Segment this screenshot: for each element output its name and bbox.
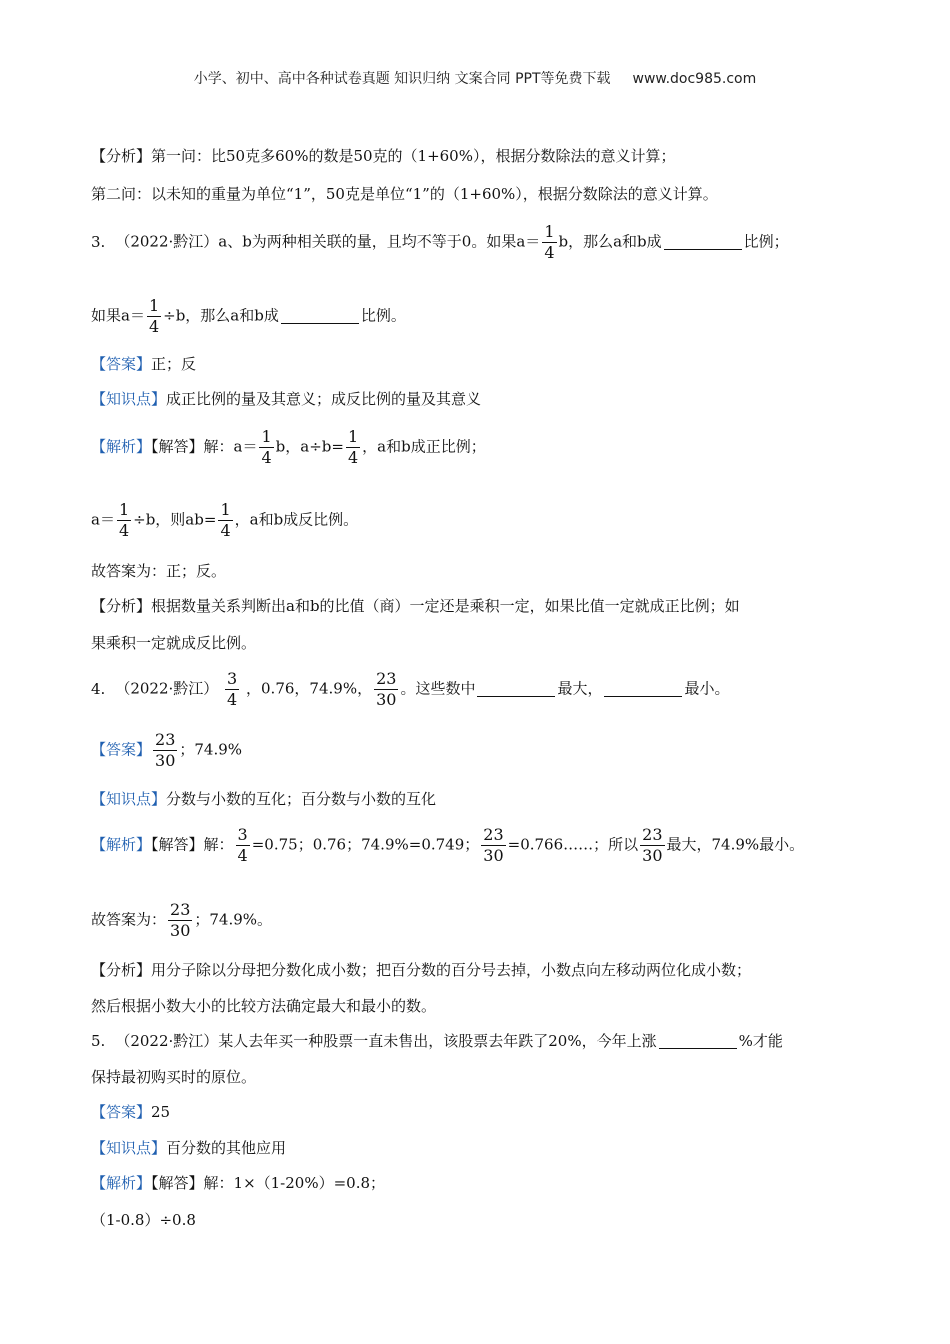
fraction: $\frac{23}{30}$	[170, 900, 191, 940]
fraction: $\frac{1}{4}$	[118, 500, 130, 540]
q4-analysis-line-1: 【分析】用分子除以分母把分数化成小数；把百分数的百分号去掉，小数点向左移动两位化成小数；	[91, 961, 752, 979]
q3-analysis-line-1: 【分析】根据数量关系判断出a和b的比值（商）一定还是乘积一定，如果比值一定就成正比例；如	[91, 597, 740, 615]
header-site[interactable]: www.doc985.com	[632, 71, 757, 87]
fraction: $\frac{3}{4}$	[227, 669, 238, 709]
q4-knowledge: 【知识点】分数与小数的互化；百分数与小数的互化	[91, 790, 437, 808]
fraction: $\frac{23}{30}$	[642, 825, 663, 865]
fraction: $\frac{3}{4}$	[237, 825, 248, 865]
fraction: $\frac{1}{4}$	[544, 222, 555, 262]
answer-blank[interactable]	[659, 1032, 737, 1049]
q4-stem: 4. （2022·黔江） $\frac{3}{4}$ ，0.76，74.9%， $\frac{23}{30}$ 。这些数中 最大， 最小。	[91, 669, 730, 709]
knowledge-label: 【知识点】	[91, 1139, 167, 1157]
q5-answer: 【答案】25	[91, 1103, 171, 1121]
q3-answer: 【答案】正；反	[91, 355, 197, 373]
q4-conclusion: 故答案为： $\frac{23}{30}$ ；74.9%。	[91, 900, 273, 940]
q5-solution-line-2: （1-0.8）÷0.8	[91, 1211, 196, 1229]
fraction: $\frac{1}{4}$	[220, 500, 231, 540]
q3-solution-line-2: a＝ $\frac{1}{4}$ ÷b，则ab= $\frac{1}{4}$ ，a和b成反比例。	[91, 500, 359, 540]
answer-blank[interactable]	[477, 680, 555, 697]
answer-label: 【答案】	[91, 355, 152, 373]
q4-solution: 【解析】【解答】解： $\frac{3}{4}$ =0.75；0.76；74.9%=0.749； $\frac{23}{30}$ =0.766……；所以 $\frac{23}{30}$ 最大，74.9%最小。	[91, 825, 805, 865]
solution-label: 【解析】	[91, 835, 152, 854]
fraction: $\frac{1}{4}$	[148, 296, 160, 336]
fraction: $\frac{1}{4}$	[261, 427, 272, 467]
analysis-label: 【分析】	[91, 597, 152, 615]
q3-conclusion: 故答案为：正；反。	[91, 562, 227, 580]
fraction: $\frac{23}{30}$	[483, 825, 504, 865]
page-header	[0, 68, 950, 88]
knowledge-label: 【知识点】	[91, 390, 167, 408]
answer-label: 【答案】	[91, 1103, 152, 1121]
q4-analysis-line-2: 然后根据小数大小的比较方法确定最大和最小的数。	[91, 997, 437, 1015]
q5-solution-line-1: 【解析】【解答】解：1×（1-20%）=0.8；	[91, 1174, 386, 1192]
q5-knowledge: 【知识点】百分数的其他应用	[91, 1139, 287, 1157]
solution-label: 【解析】	[91, 437, 152, 456]
fraction: $\frac{1}{4}$	[347, 427, 359, 467]
prev-analysis-line-1: 【分析】第一问：比50克多60%的数是50克的（1+60%），根据分数除法的意义计算；	[91, 147, 676, 165]
fraction: $\frac{23}{30}$	[376, 669, 397, 709]
analysis-label: 【分析】	[91, 961, 152, 979]
fraction: $\frac{23}{30}$	[155, 730, 176, 770]
answer-blank[interactable]	[604, 680, 682, 697]
q3-stem-line-1: 3. （2022·黔江）a、b为两种相关联的量，且均不等于0。如果a＝ $\frac{1}{4}$ b，那么a和b成 比例；	[91, 222, 789, 262]
header-text: 小学、初中、高中各种试卷真题 知识归纳 文案合同 PPT等免费下载	[193, 71, 611, 87]
q5-stem-line-1: 5. （2022·黔江）某人去年买一种股票一直未售出，该股票去年跌了20%，今年上涨 %才能	[91, 1032, 783, 1050]
q3-knowledge: 【知识点】成正比例的量及其意义；成反比例的量及其意义	[91, 390, 482, 408]
q5-stem-line-2: 保持最初购买时的原位。	[91, 1068, 257, 1086]
q4-answer: 【答案】 $\frac{23}{30}$ ；74.9%	[91, 730, 243, 770]
q3-analysis-line-2: 果乘积一定就成反比例。	[91, 634, 257, 652]
answer-blank[interactable]	[664, 233, 742, 250]
answer-blank[interactable]	[281, 307, 359, 324]
q3-stem-line-2: 如果a＝ $\frac{1}{4}$ ÷b，那么a和b成 比例。	[91, 296, 406, 336]
q3-solution-line-1: 【解析】【解答】解：a＝ $\frac{1}{4}$ b，a÷b= $\frac{1}{4}$ ，a和b成正比例；	[91, 427, 486, 467]
prev-analysis-line-2: 第二问：以未知的重量为单位“1”，50克是单位“1”的（1+60%），根据分数除法的意义计算。	[91, 185, 718, 203]
solution-label: 【解析】	[91, 1174, 152, 1192]
analysis-label: 【分析】	[91, 147, 152, 165]
answer-label: 【答案】	[91, 740, 152, 759]
knowledge-label: 【知识点】	[91, 790, 167, 808]
